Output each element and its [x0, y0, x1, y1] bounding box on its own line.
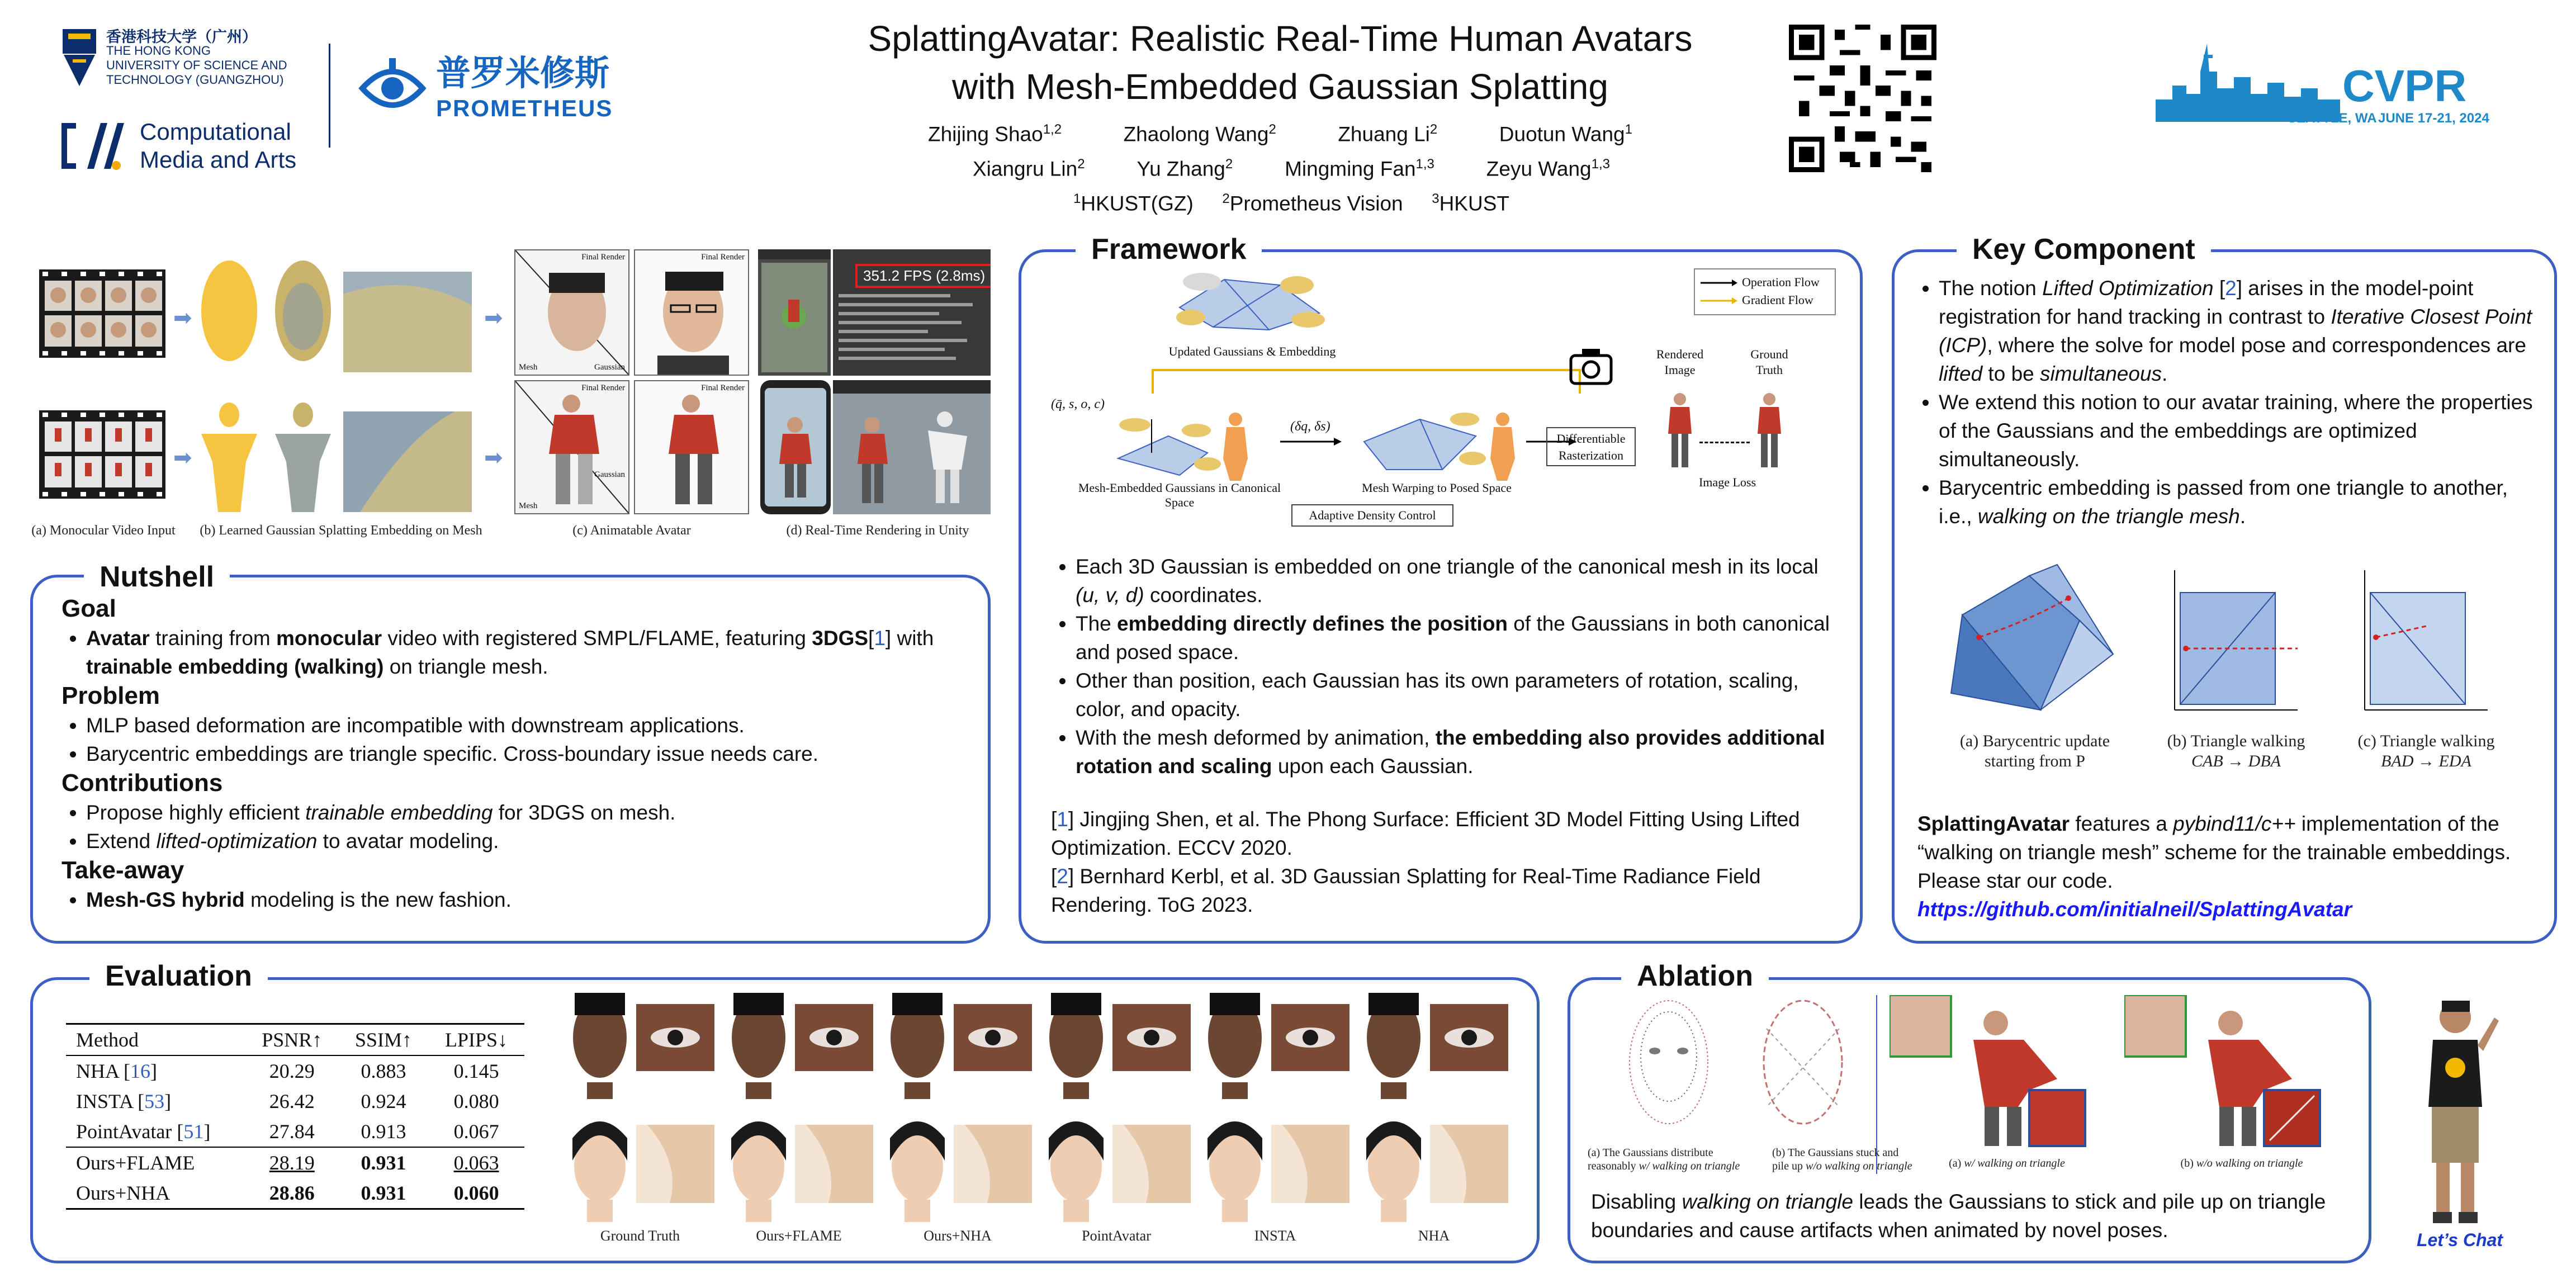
comparison-face-image: [565, 987, 635, 1099]
table-row: Ours+FLAME 28.19 0.931 0.063: [76, 1152, 499, 1174]
qr-code[interactable]: [1789, 25, 1936, 172]
cma-mark-icon: [60, 121, 127, 171]
table-row: NHA [16] 20.29 0.883 0.145: [76, 1060, 499, 1082]
prometheus-logo: [358, 54, 615, 126]
hkust-english-line3: TECHNOLOGY (GUANGZHOU): [106, 73, 284, 87]
rendered-person: [1660, 391, 1699, 470]
title-line-2: with Mesh-Embedded Gaussian Splatting: [952, 67, 1608, 107]
title-line-1: SplattingAvatar: Realistic Real-Time Human Avatars: [868, 18, 1693, 59]
citation-link[interactable]: 16: [130, 1060, 151, 1082]
affiliations: [1073, 191, 1509, 215]
hkust-english-line1: THE HONG KONG: [106, 44, 211, 58]
authors-row-2: [973, 157, 1610, 181]
comparison-eye-crop: [636, 1004, 714, 1071]
comparison-grid[interactable]: [565, 987, 1515, 1250]
teaser-caption-c: (c) Animatable Avatar: [572, 523, 691, 538]
gaussian-head-3: [343, 272, 472, 372]
arrow-right-icon: ➡: [173, 446, 192, 470]
logo-divider: [329, 44, 330, 148]
key-bullet: • We extend this notion to our avatar training, where the properties of the Gaussians and the embeddings are optimized simultaneously.: [1939, 388, 2540, 473]
presenter-photo: [2416, 995, 2500, 1230]
citation-link[interactable]: 51: [183, 1120, 204, 1143]
comparison-eye-crop: [1430, 1004, 1508, 1071]
cvpr-place: SEATTLE, WA: [2288, 111, 2377, 126]
posed-mesh-illustration: [1353, 402, 1521, 481]
comparison-label: Ours+FLAME: [756, 1228, 842, 1244]
prometheus-chinese: 普罗米修斯: [436, 54, 610, 93]
gaussian-head-2: [269, 255, 337, 372]
teaser-caption-d: (d) Real-Time Rendering in Unity: [786, 523, 969, 538]
author: Duotun Wang$^1$: [1499, 122, 1632, 146]
takeaway-list: [61, 886, 967, 914]
framework-bullet: • Each 3D Gaussian is embedded on one triangle of the canonical mesh in its local (u, v, d) coordinates.: [1076, 552, 1839, 609]
author: Zhuang Li$^2$: [1338, 122, 1438, 146]
prometheus-english: PROMETHEUS: [436, 95, 613, 121]
fig-caption-a: (a) Barycentric update starting from P: [1959, 732, 2110, 770]
comparison-face-image: [882, 987, 953, 1099]
gaussian-face-w-walking: [1621, 995, 1716, 1135]
rendered-label: Rendered Image: [1656, 347, 1704, 377]
teaser-caption-a: (a) Monocular Video Input: [31, 523, 176, 538]
comparison-label: NHA: [1418, 1228, 1450, 1244]
column-header: LPIPS↓: [445, 1029, 508, 1051]
affiliation: $^1$HKUST(GZ): [1073, 191, 1194, 215]
key-component-text: [1914, 274, 2540, 531]
comparison-face-image: [723, 987, 794, 1099]
legend-operation: Operation Flow: [1742, 275, 1820, 289]
takeaway-heading: Take-away: [61, 856, 184, 884]
affiliation: $^3$HKUST: [1432, 191, 1509, 215]
affiliation: $^2$Prometheus Vision: [1222, 191, 1403, 215]
arrow-right-icon: ➡: [484, 306, 503, 330]
hkust-english-line2: UNIVERSITY OF SCIENCE AND: [106, 58, 287, 72]
gt-label: Ground Truth: [1750, 347, 1788, 377]
film-strip-face: [39, 269, 165, 358]
gaussian-label: Gaussian: [594, 470, 625, 479]
evaluation-table: [66, 1025, 524, 1208]
goal-item: • Avatar training from monocular video with registered SMPL/FLAME, featuring 3DGS[1] with trainable embedding (walking) on triangle mesh.: [86, 624, 967, 681]
contribution-item: • Extend lifted-optimization to avatar modeling.: [86, 827, 967, 855]
comparison-eye-crop: [1271, 1004, 1349, 1071]
gaussian-head-1: [196, 255, 263, 372]
citation-link[interactable]: 1: [874, 627, 886, 650]
author: Zhaolong Wang$^2$: [1123, 122, 1276, 146]
arrow-right-icon: ➡: [173, 306, 192, 330]
triangle-walking-b-diagram: [2163, 565, 2309, 721]
unity-game-view: [833, 380, 991, 514]
params-label: (q̄, s, o, c): [1051, 397, 1105, 411]
ablation-caption-b: (b) The Gaussians stuck and pile up w/o walking on triangle: [1772, 1147, 1912, 1172]
mesh-label: Mesh: [519, 363, 538, 372]
comparison-face-image: [1200, 1110, 1270, 1222]
problem-item: • Barycentric embeddings are triangle specific. Cross-boundary issue needs care.: [86, 740, 967, 768]
paper-title: [771, 15, 1789, 111]
key-bullet: • The notion Lifted Optimization [2] arises in the model-point registration for hand tracking in contrast to Iterative Closest Point (ICP), where the solve for model pose and correspondences are lifted to be simultaneous.: [1939, 274, 2540, 388]
density-control-box: Adaptive Density Control: [1291, 504, 1453, 527]
delta-label: (δq, δs): [1290, 419, 1330, 434]
avatar-pose-w-walking: [1890, 995, 2113, 1152]
ablation-text: Disabling walking on triangle leads the Gaussians to stick and pile up on triangle boundaries and cause artifacts when animated by novel poses.: [1591, 1190, 2326, 1242]
author: Yu Zhang$^2$: [1137, 157, 1233, 181]
github-link[interactable]: https://github.com/initialneil/SplattingAvatar: [1917, 898, 2352, 921]
gaussian-body-2: [269, 400, 337, 512]
author: Zeyu Wang$^{1,3}$: [1486, 157, 1610, 181]
eye-icon: [358, 54, 427, 123]
teaser-figure: [31, 249, 989, 551]
comparison-eye-crop: [954, 1004, 1032, 1071]
comparison-face-image: [882, 1110, 953, 1222]
table-row: Ours+NHA 28.86 0.931 0.060: [76, 1182, 499, 1204]
updated-gaussians-label: Updated Gaussians & Embedding: [1168, 344, 1336, 358]
comparison-label: INSTA: [1254, 1228, 1296, 1244]
problem-list: [61, 711, 967, 768]
final-render-label: Final Render: [581, 383, 625, 392]
canonical-gaussians-illustration: [1101, 402, 1263, 481]
film-strip-body: [39, 410, 165, 499]
comparison-detail-crop: [636, 1125, 714, 1203]
citation-link[interactable]: 53: [144, 1090, 165, 1112]
comparison-detail-crop: [954, 1125, 1032, 1203]
column-header: SSIM↑: [354, 1029, 413, 1051]
final-render-label: Final Render: [701, 253, 745, 262]
unity-stats-panel: [833, 249, 991, 376]
reference-number[interactable]: 2: [1057, 865, 1068, 888]
problem-heading: Problem: [61, 682, 160, 709]
camera-icon: [1569, 347, 1613, 386]
author: Xiangru Lin$^2$: [973, 157, 1085, 181]
avatar-face-mesh: [514, 249, 629, 376]
goal-heading: Goal: [61, 595, 116, 622]
nutshell-title: Nutshell: [84, 560, 230, 594]
triangle-walking-figure: [1929, 553, 2532, 777]
framework-text: [1051, 552, 1839, 919]
table-header-row: [66, 1025, 524, 1055]
comparison-face-image: [1041, 1110, 1111, 1222]
takeaway-item: • Mesh-GS hybrid modeling is the new fashion.: [86, 886, 967, 914]
ablation-caption-a: (a) The Gaussians distribute reasonably w/ walking on triangle: [1588, 1147, 1740, 1172]
gaussian-face-wo-walking: [1755, 995, 1850, 1135]
gaussian-body-3: [343, 411, 472, 512]
image-loss-label: Image Loss: [1698, 475, 1756, 489]
citation-link[interactable]: 2: [2225, 277, 2237, 300]
triangle-walking-c-diagram: [2354, 565, 2499, 721]
cma-line2: Media and Arts: [140, 146, 297, 173]
avatar-body-render: [634, 380, 749, 514]
cma-line1: Computational: [140, 119, 291, 145]
avatar-body-mesh: [514, 380, 629, 514]
key-bullets: [1914, 274, 2540, 531]
loss-dash: [1699, 442, 1750, 443]
warp-label: Mesh Warping to Posed Space: [1362, 481, 1512, 495]
rasterization-box: [1546, 427, 1636, 466]
authors-row-1: [928, 122, 1632, 146]
barycentric-update-diagram: [1945, 553, 2130, 721]
legend-box: [1694, 268, 1836, 315]
fig-caption-b: (b) Triangle walking CAB → DBA: [2167, 732, 2305, 770]
framework-diagram: [1040, 263, 1845, 531]
arrow-right-icon: ➡: [484, 446, 503, 470]
contributions-list: [61, 798, 967, 855]
hkust-logo: [60, 25, 301, 92]
key-bullet: • Barycentric embedding is passed from one triangle to another, i.e., walking on the triangle mesh.: [1939, 473, 2540, 531]
hkust-crest-icon: [60, 26, 98, 87]
framework-bullets: [1051, 552, 1839, 780]
avatar-pose-wo-walking: [2124, 995, 2348, 1152]
table-row: PointAvatar [51] 27.84 0.913 0.067: [66, 1116, 524, 1147]
column-header: Method: [76, 1029, 139, 1051]
evaluation-title: Evaluation: [89, 959, 268, 993]
framework-bullet: • The embedding directly defines the position of the Gaussians in both canonical and posed space.: [1076, 609, 1839, 666]
fig-caption-c: (c) Triangle walking BAD → EDA: [2357, 732, 2495, 770]
column-header: PSNR↑: [262, 1029, 323, 1051]
cvpr-wordmark: CVPR: [2342, 61, 2467, 111]
teaser-caption-b: (b) Learned Gaussian Splatting Embedding on Mesh: [200, 523, 482, 538]
cvpr-logo: [2156, 32, 2508, 127]
comparison-face-image: [565, 1110, 635, 1222]
gradient-flow-line: [1152, 369, 1581, 394]
contribution-item: • Propose highly efficient trainable embedding for 3DGS on mesh.: [86, 798, 967, 827]
ablation-title: Ablation: [1621, 959, 1769, 993]
comparison-eye-crop: [795, 1004, 873, 1071]
hkust-chinese-name: 香港科技大学（广州）: [106, 29, 257, 45]
ground-truth-person: [1750, 391, 1789, 470]
cma-logo: [60, 116, 306, 178]
framework-bullet: • With the mesh deformed by animation, the embedding also provides additional rotation and scaling upon each Gaussian.: [1076, 723, 1839, 780]
contributions-heading: Contributions: [61, 769, 223, 797]
table-row: INSTA [53] 26.42 0.924 0.080: [76, 1090, 499, 1112]
comparison-face-image: [1358, 987, 1429, 1099]
comparison-detail-crop: [1112, 1125, 1191, 1203]
comparison-detail-crop: [1271, 1125, 1349, 1203]
ablation-caption-c: (a) w/ walking on triangle: [1949, 1157, 2065, 1169]
comparison-face-image: [1200, 987, 1270, 1099]
problem-item: • MLP based deformation are incompatible with downstream applications.: [86, 711, 967, 740]
comparison-detail-crop: [1430, 1125, 1508, 1203]
reference-number[interactable]: 1: [1057, 808, 1068, 831]
ablation-figure: [1588, 995, 2359, 1174]
gaussian-label: Gaussian: [594, 363, 625, 372]
phone-render: [760, 380, 831, 514]
goal-list: [61, 624, 967, 681]
avatar-face-render: [634, 249, 749, 376]
mesh-label: Mesh: [519, 501, 538, 510]
comparison-label: PointAvatar: [1082, 1228, 1151, 1244]
raster-line-2: Rasterization: [1558, 448, 1624, 462]
comparison-detail-crop: [795, 1125, 873, 1203]
reference-2: [2] Bernhard Kerbl, et al. 3D Gaussian Splatting for Real-Time Radiance Field Rendering. ToG 2023.: [1051, 865, 1761, 916]
raster-line-1: Differentiable: [1556, 432, 1626, 446]
nutshell-content: [61, 594, 967, 914]
ablation-caption-d: (b) w/o walking on triangle: [2180, 1157, 2303, 1169]
reference-1: [1] Jingjing Shen, et al. The Phong Surface: Efficient 3D Model Fitting Using Lifted Optimization. ECCV 2020.: [1051, 808, 1800, 859]
evaluation-table-wrap: [66, 1023, 524, 1210]
comparison-face-image: [1041, 987, 1111, 1099]
fps-readout: 351.2 FPS (2.8ms): [855, 264, 991, 288]
legend-gradient: Gradient Flow: [1742, 293, 1813, 307]
gaussian-body-1: [196, 400, 263, 512]
lets-chat-label[interactable]: Let’s Chat: [2416, 1230, 2503, 1250]
updated-gaussians-illustration: [1168, 268, 1330, 341]
comparison-eye-crop: [1112, 1004, 1191, 1071]
comparison-label: Ground Truth: [600, 1228, 680, 1244]
key-component-title: Key Component: [1957, 233, 2211, 266]
canonical-label: Mesh-Embedded Gaussians in Canonical Space: [1078, 481, 1281, 509]
unity-editor-screenshot: [758, 249, 831, 376]
framework-bullet: • Other than position, each Gaussian has its own parameters of rotation, scaling, color, and opacity.: [1076, 666, 1839, 723]
author: Mingming Fan$^{1,3}$: [1285, 157, 1434, 181]
comparison-label: Ours+NHA: [924, 1228, 992, 1244]
cvpr-dates: JUNE 17-21, 2024: [2378, 111, 2489, 126]
code-paragraph: SplattingAvatar features a pybind11/c++ implementation of the “walking on triangle mesh” scheme for the trainable embeddings. Please star our code. https://github.com/initialneil/SplattingAvatar: [1917, 809, 2538, 924]
comparison-face-image: [723, 1110, 794, 1222]
comparison-face-image: [1358, 1110, 1429, 1222]
framework-title: Framework: [1076, 233, 1262, 266]
arrow-right-icon: [1280, 436, 1342, 447]
author: Zhijing Shao$^{1,2}$: [928, 122, 1062, 146]
final-render-label: Final Render: [701, 383, 745, 392]
final-render-label: Final Render: [581, 253, 625, 262]
